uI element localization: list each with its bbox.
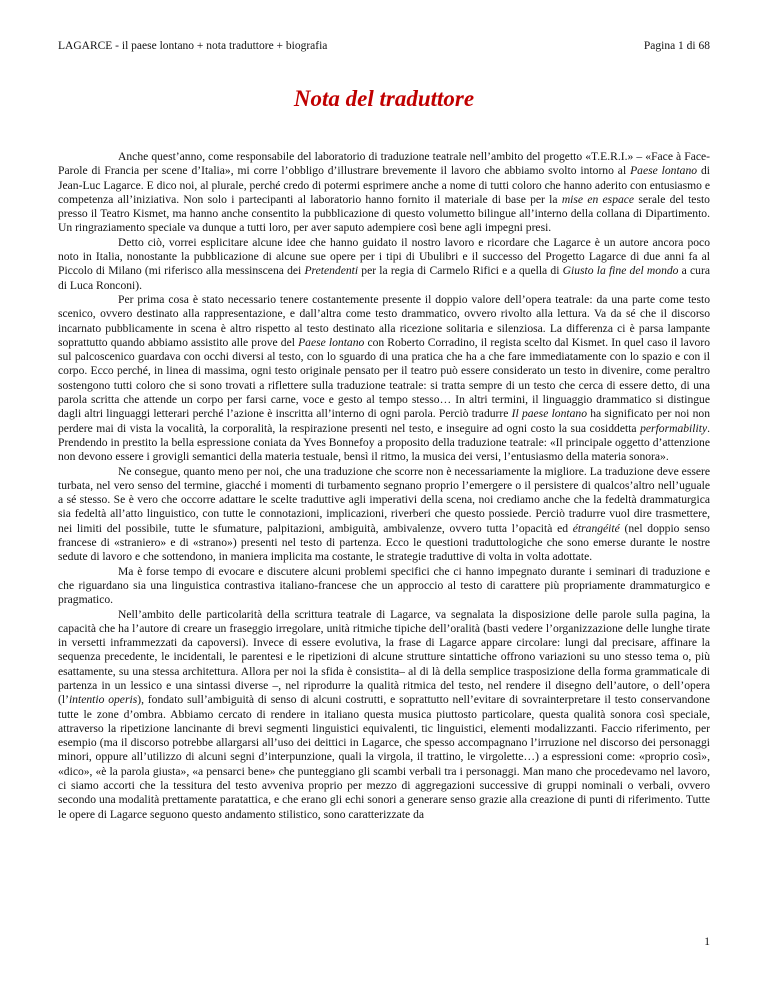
italic-text: étrangéité — [572, 521, 620, 535]
page-number: 1 — [704, 936, 710, 948]
text-run: Anche quest’anno, come responsabile del laboratorio di traduzione teatrale nell’ambito del progetto «T.E.R.I.» – «Face à Face-Parole di Francia per scene d’Italia», mi corre l’obbligo d’illustrare brevemente il lavoro che abbiamo svolto intorno al — [58, 150, 710, 178]
text-run: a cura di Luca Ronconi). — [58, 264, 710, 292]
body-paragraph — [58, 236, 710, 293]
text-run: con Roberto Corradino, il regista scelto dal Kismet. In quel caso il lavoro sul palcoscenico guardava con occhi diversi al testo, con lo sguardo di una pratica che ha a che fare immediatamente con lo spazio e con il corpo. Ecco perché, in linea di massima, ogni testo originale pensato per il teatro può essere considerato un testo in divenire, come peraltro sostengono tutti coloro che si sono trovati a riflettere sulla traduzione teatrale: si tratta sempre di un testo che cerca di essere detto, di una parola scritta che attende un corpo per farsi carne, voce e gesto al tempo stesso… In altri termini, il linguaggio drammatico si distingue dagli altri linguaggi letterari perché l’azione è inscritta all’interno di ogni parola. Perciò tradurre — [58, 335, 711, 421]
text-run: (nel doppio senso francese di «straniero» e di «strano») presenti nel testo di partenza. Ecco le questioni traduttologiche che sono emerse durante le nostre sedute di lavoro e che sottendono, in maniera implicita ma costante, le strategie traduttive di volta in volta adottate. — [58, 521, 710, 564]
body-paragraph — [58, 565, 710, 608]
text-run: Detto ciò, vorrei esplicitare alcune idee che hanno guidato il nostro lavoro e ricordare che Lagarce è un autore ancora poco noto in Italia, nonostante la pubblicazione di alcune sue opere per i tipi di Ubulibri e il successo del Progetto Lagarce di due anni fa al Piccolo di Milano (mi riferisco alla messinscena dei — [58, 235, 710, 278]
body-paragraph — [58, 608, 710, 822]
italic-text: performability — [640, 421, 708, 435]
italic-text: Paese lontano — [630, 164, 698, 178]
italic-text: Giusto la fine del mondo — [562, 264, 679, 278]
text-run: serale del testo presso il Teatro Kismet, ma hanno anche consentito la pubblicazione di questo volumetto bilingue all’interno della collana di Dipartimento. Un ringraziamento speciale va dunque a tutti loro, per aver saputo adempiere così bene agli impegni presi. — [58, 192, 710, 235]
italic-text: Pretendenti — [304, 264, 359, 278]
header-page-counter: Pagina 1 di 68 — [643, 40, 710, 52]
page-title: Nota del traduttore — [293, 86, 475, 111]
body-text — [58, 150, 710, 822]
text-run: di Jean-Luc Lagarce. E dico noi, al plurale, perché credo di potermi esprimere anche a nome di tutti coloro che hanno aderito con entusiasmo e competenza all’iniziativa. Non solo i partecipanti al laboratorio hanno fornito il materiale di base per la — [58, 164, 710, 206]
body-paragraph — [58, 150, 710, 236]
text-run: ha significato per noi non perdere mai di vista la vocalità, la corporalità, la respirazione presenti nel testo, e inseguire ad ogni costo la sua cosiddetta — [58, 407, 711, 435]
italic-text: intentio operis — [68, 693, 138, 707]
italic-text: mise en espace — [561, 192, 635, 206]
body-paragraph — [58, 293, 710, 465]
running-header — [58, 40, 710, 52]
body-paragraph — [58, 465, 710, 565]
text-run: per la regia di Carmelo Rifici e a quella di — [358, 264, 563, 278]
text-run: ), fondato sull’ambiguità di senso di alcuni costrutti, e soprattutto nell’evitare di sovrainterpretare il testo conservandone tutte le zone d’ombra. Abbiamo cercato di rendere in italiano questa musica piuttosto particolare, questa qualità sonora così speciale, attraverso la ripetizione lancinante di brevi segmenti linguistici equivalenti, tic linguistici, elementi modalizzanti. Faccio riferimento, per esempio (ma il discorso potrebbe allargarsi all’uso dei deittici in Lagarce, che spesso accompagnano l’irruzione nel discorso dei personaggi minori, oppure all’utilizzo di alcuni segni d’interpunzione, quali la virgola, il trattino, le virgolette…) a espressioni come: «proprio così», «dico», «è la parola giusta», «a pensarci bene» che punteggiano gli scambi verbali tra i personaggi. Man mano che procedevamo nel lavoro, ci siamo accorti che la tessitura del testo avveniva proprio per mezzo di aggregazioni successive di gruppi nominali o verbali, ovvero secondo una modalità prettamente paratattica, e che erano gli echi sonori a generare senso grazie alla creazione di punti di riferimento. Tutte le opere di Lagarce seguono questo andamento stilistico, sono caratterizzate da — [58, 693, 710, 821]
text-run: Nell’ambito delle particolarità della scrittura teatrale di Lagarce, va segnalata la disposizione delle parole sulla pagina, la capacità che ha l’autore di creare un fraseggio irregolare, unità ritmiche tipiche dell’oralità (basti vedere l’organizzazione delle lunghe tirate in versetti inframmezzati da capoversi). Invece di essere evolutiva, la frase di Lagarce appare circolare: lungi dal precisare, affinare la sequenza precedente, le incidentali, le parentesi e le ripetizioni di alcune strutture sintattiche offrono variazioni su uno stesso tema o, più esattamente, su una stessa architettura. Allora per noi la sfida è consistita– al di là della semplice trasposizione della forma grammaticale di partenza in un lessico e una sintassi diverse –, nel riprodurre la qualità ritmica del testo, nel rendere il disegno dell’autore, o dell’opera (l’ — [58, 607, 710, 707]
italic-text: Il paese lontano — [511, 407, 587, 421]
text-run: . Prendendo in prestito la bella espressione coniata da Yves Bonnefoy a proposito della traduzione teatrale: «Il principale oggetto d’attenzione non devono essere i grovigli semantici della materia testuale, bensì il ritmo, la musica dei versi, l’entusiasmo della materia sonora». — [58, 421, 710, 464]
text-run: Per prima cosa è stato necessario tenere costantemente presente il doppio valore dell’opera teatrale: da una parte come testo scenico, ovvero destinato alla rappresentazione, e dall’altra come testo drammatico, ovvero rivolto alla lettura. Va da sé che il discorso incarnato pubblicamente in scena è altro rispetto al testo destinato alla ricezione solitaria e silenziosa. La differenza ci è parsa lampante soprattutto quando abbiamo assistito alle prove del — [58, 292, 710, 349]
text-run: Ma è forse tempo di evocare e discutere alcuni problemi specifici che ci hanno impegnato durante i seminari di traduzione e che riguardano sia una linguistica contrastiva italiano-francese che un approccio al testo di carattere più propriamente drammaturgico e pragmatico. — [58, 564, 710, 607]
italic-text: Paese lontano — [298, 335, 365, 349]
text-run: Ne consegue, quanto meno per noi, che una traduzione che scorre non è necessariamente la migliore. La traduzione deve essere turbata, nel vero senso del termine, giacché i momenti di turbamento segnano proprio l’emergere o il persistere di qualcos’altro nell’uguale a sé stesso. Se è vero che occorre adattare le scelte traduttive agli imperativi della scena, noi crediamo anche che la fedeltà drammaturgica sia fedeltà all’atto linguistico, con tutte le connotazioni, implicazioni, riverberi che questo possiede. Perciò tradurre vuol dire trasmettere, nei limiti del possibile, tutte le sfumature, palpitazioni, ambiguità, ambivalenze, ovvero tutta l’opacità ed — [58, 464, 710, 535]
header-document-title: LAGARCE - il paese lontano + nota traduttore + biografia — [58, 40, 328, 52]
